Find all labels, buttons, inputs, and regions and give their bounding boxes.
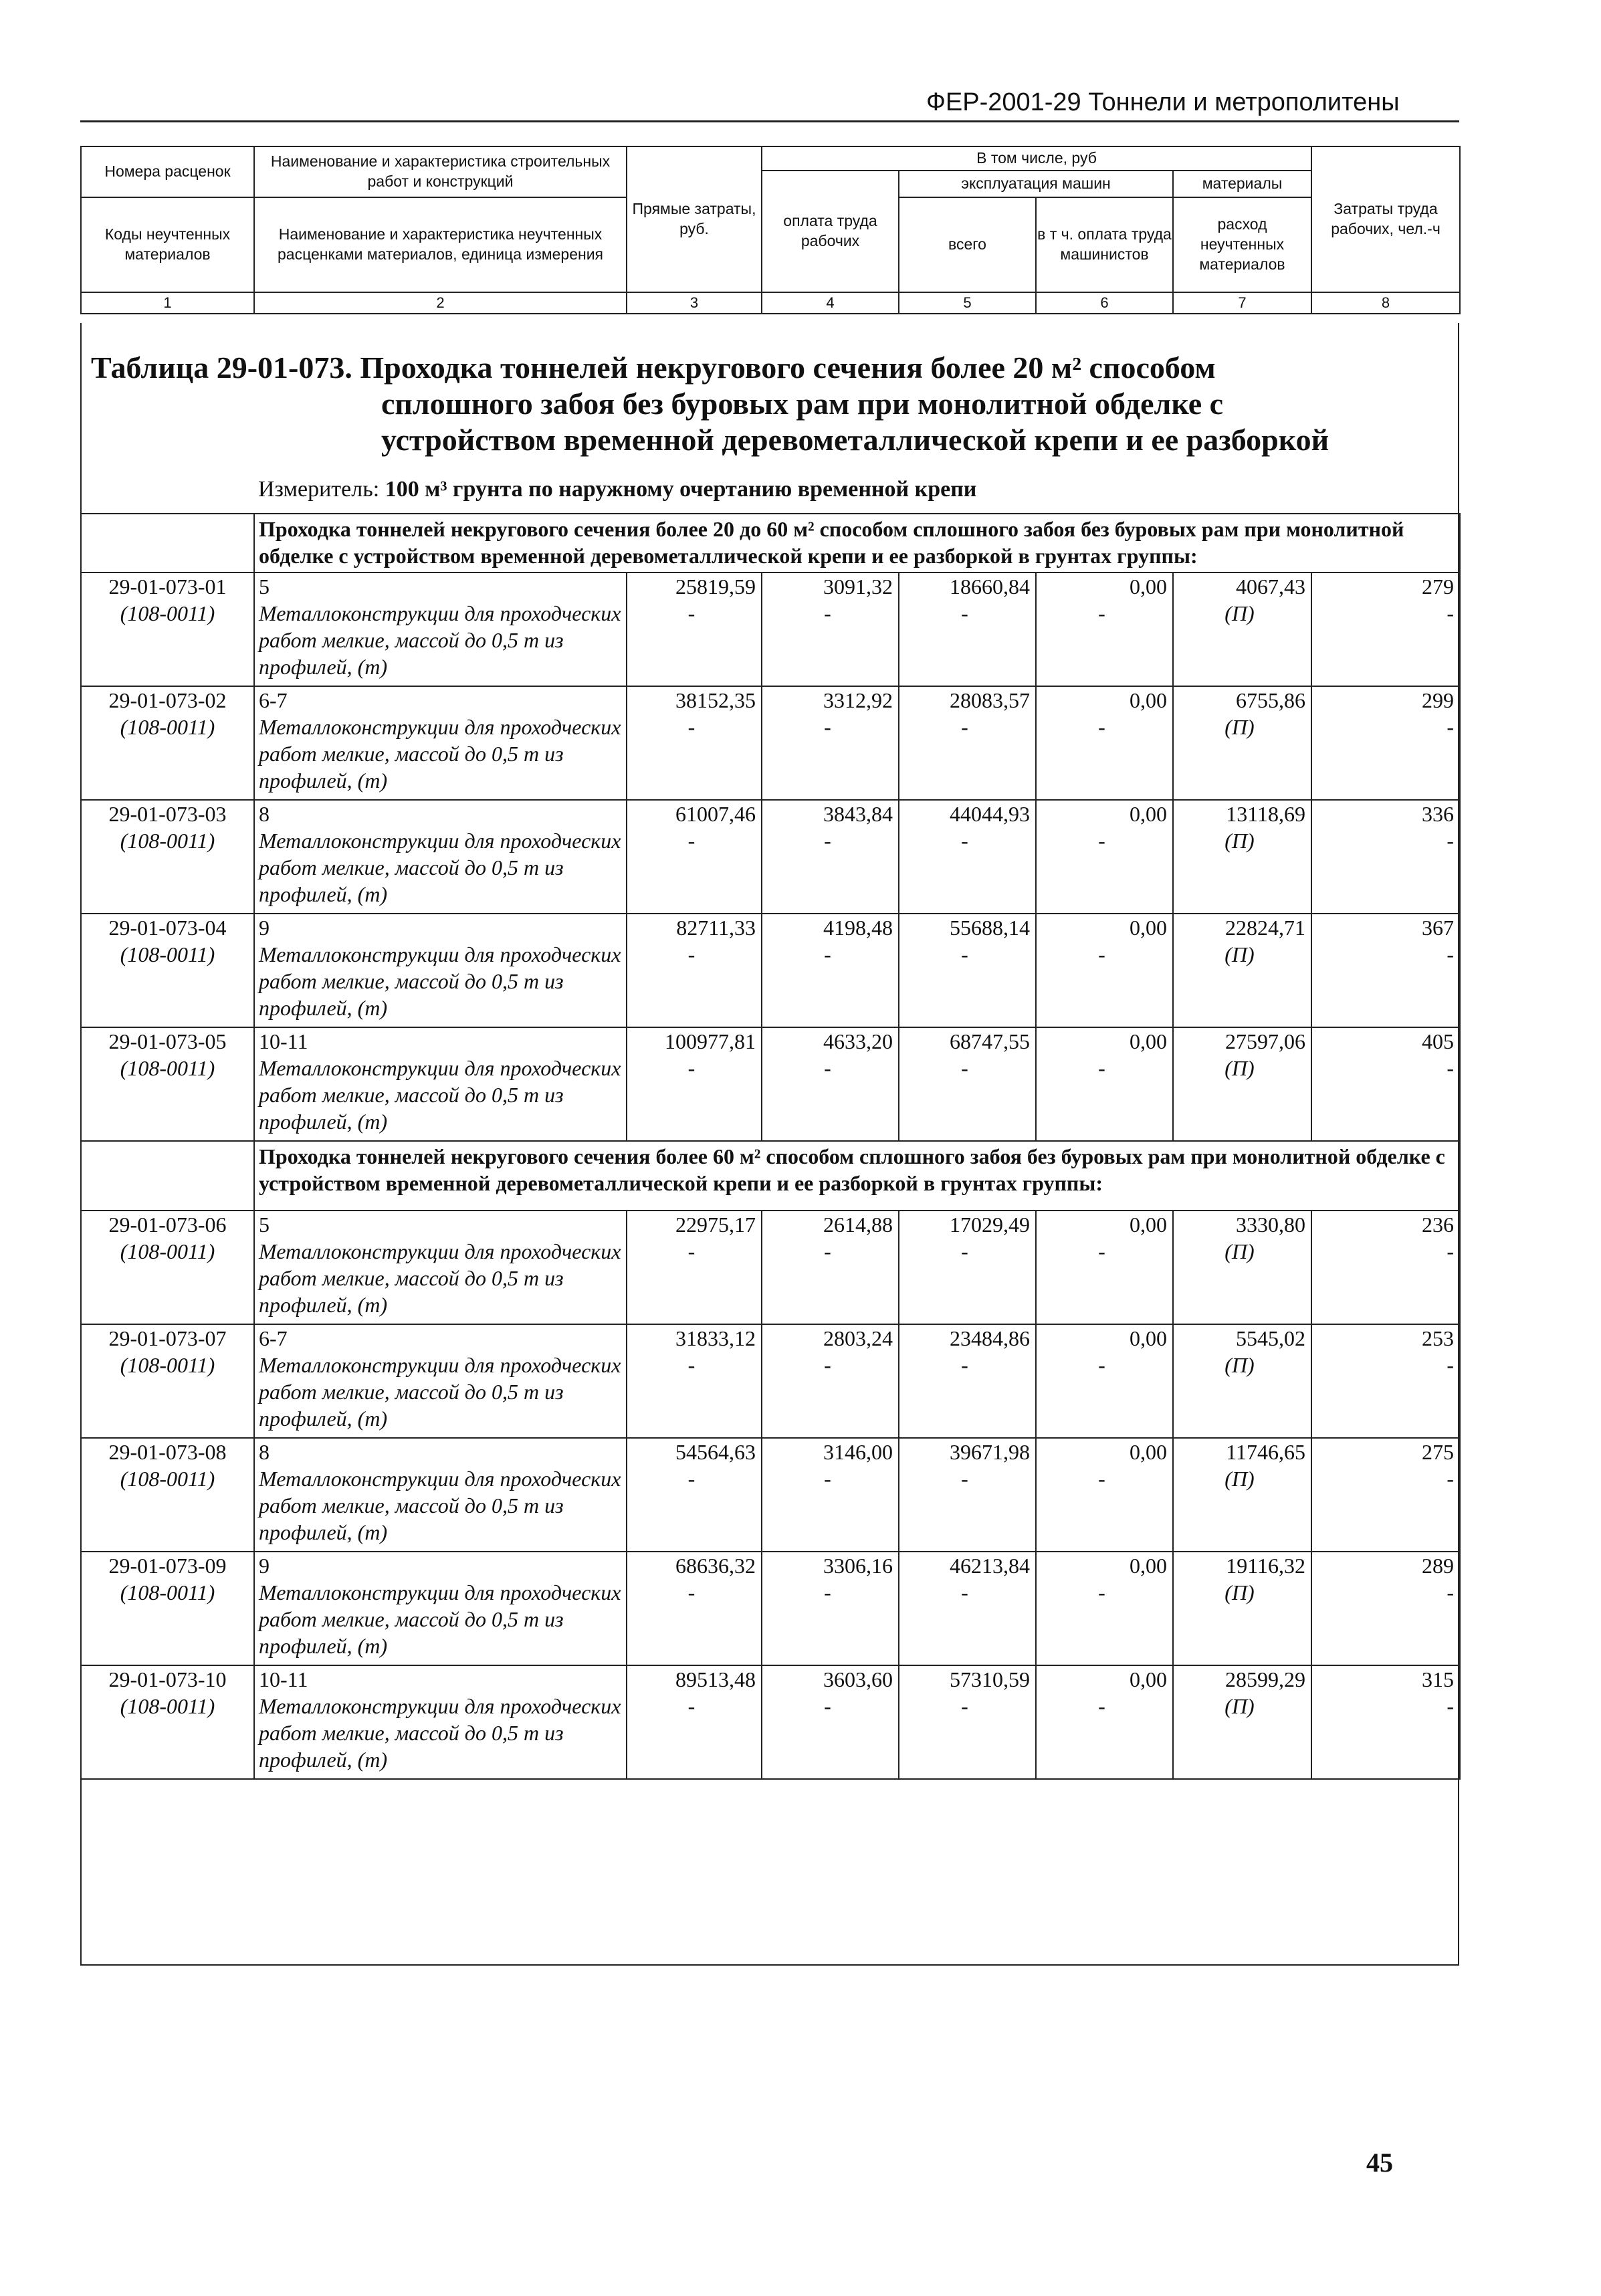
- workers-pay: 3603,60: [823, 1667, 893, 1691]
- labor-hours-dash: -: [1447, 715, 1454, 739]
- machines-total-dash: -: [961, 1239, 968, 1263]
- material-name: Металлоконструкции для проходческих работ мелкие, массой до 0,5 т из профилей, (т): [259, 1467, 621, 1544]
- labor-hours-cell: [1311, 1211, 1460, 1324]
- operators-pay: 0,00: [1130, 916, 1167, 940]
- machines-total: 18660,84: [950, 575, 1030, 599]
- operators-pay-cell: [1036, 914, 1173, 1027]
- machines-total: 23484,86: [950, 1326, 1030, 1350]
- machines-total-cell: [899, 1552, 1036, 1665]
- machines-total-cell: [899, 1665, 1036, 1779]
- table-title-line-1: Таблица 29-01-073. Проходка тоннелей некругового сечения более 20 м² способом: [91, 350, 1216, 385]
- labor-hours: 315: [1422, 1667, 1454, 1691]
- labor-hours-cell: [1311, 1027, 1460, 1141]
- workers-pay-cell: [762, 914, 899, 1027]
- workers-pay: 3306,16: [823, 1554, 893, 1578]
- workers-pay: 2803,24: [823, 1326, 893, 1350]
- labor-hours-cell: [1311, 1552, 1460, 1665]
- workers-pay-dash: -: [824, 942, 831, 966]
- column-number: 7: [1173, 292, 1311, 314]
- rate-code: 29-01-073-09: [108, 1554, 227, 1578]
- direct-cost-dash: -: [687, 715, 696, 739]
- direct-cost-dash: -: [687, 1239, 696, 1263]
- machines-total-cell: [899, 800, 1036, 914]
- materials-cost: 22824,71: [1225, 916, 1305, 940]
- machines-total-cell: [899, 1027, 1036, 1141]
- rate-row: [81, 686, 1460, 800]
- rate-row: [81, 1552, 1460, 1665]
- operators-pay-cell: [1036, 1665, 1173, 1779]
- labor-hours: 336: [1422, 802, 1454, 826]
- material-code: (108-0011): [120, 715, 215, 739]
- workers-pay-cell: [762, 1438, 899, 1552]
- workers-pay-cell: [762, 1211, 899, 1324]
- operators-pay-dash: -: [1098, 1056, 1105, 1080]
- materials-cost: 11746,65: [1226, 1440, 1305, 1464]
- labor-hours: 405: [1422, 1029, 1454, 1053]
- workers-pay: 3091,32: [823, 575, 893, 599]
- direct-cost-cell: [627, 914, 762, 1027]
- machines-total-cell: [899, 686, 1036, 800]
- rate-code-cell: [81, 1211, 254, 1324]
- group-heading-row: [81, 1141, 1460, 1211]
- materials-cost: 3330,80: [1236, 1213, 1305, 1237]
- materials-cost: 27597,06: [1225, 1029, 1305, 1053]
- material-code: (108-0011): [120, 1353, 215, 1377]
- col-header-including: В том числе, руб: [762, 146, 1311, 171]
- operators-pay: 0,00: [1130, 688, 1167, 712]
- header-rule: [80, 120, 1459, 122]
- table-title-line-3: устройством временной деревометаллической крепи и ее разборкой: [381, 423, 1329, 457]
- workers-pay-dash: -: [824, 1467, 831, 1491]
- rate-description-cell: [254, 914, 627, 1027]
- rate-code: 29-01-073-05: [108, 1029, 227, 1053]
- material-unit: (П): [1224, 1467, 1255, 1491]
- labor-hours: 367: [1422, 916, 1454, 940]
- soil-group: 5: [259, 575, 270, 599]
- machines-total-dash: -: [961, 601, 968, 625]
- rate-code: 29-01-073-02: [108, 688, 227, 712]
- soil-group: 8: [259, 1440, 270, 1464]
- machines-total-dash: -: [961, 942, 968, 966]
- column-number: 6: [1036, 292, 1173, 314]
- operators-pay-dash: -: [1098, 601, 1105, 625]
- direct-cost: 54564,63: [675, 1440, 756, 1464]
- materials-cell: [1173, 686, 1311, 800]
- material-code: (108-0011): [120, 1056, 215, 1080]
- workers-pay-cell: [762, 572, 899, 686]
- direct-cost-dash: -: [687, 1353, 696, 1377]
- col-header-labor-hours: Затраты труда рабочих, чел.-ч: [1311, 146, 1460, 292]
- material-code: (108-0011): [120, 942, 215, 966]
- column-number: 1: [81, 292, 254, 314]
- operators-pay-cell: [1036, 686, 1173, 800]
- operators-pay: 0,00: [1130, 1554, 1167, 1578]
- meter-value: 100 м³ грунта по наружному очертанию временной крепи: [385, 477, 977, 502]
- rate-description-cell: [254, 1665, 627, 1779]
- labor-hours-cell: [1311, 914, 1460, 1027]
- soil-group: 9: [259, 1554, 270, 1578]
- column-number-row: [81, 292, 1460, 314]
- group-heading: Проходка тоннелей некругового сечения более 20 до 60 м² способом сплошного забоя без буровых рам при монолитной обделке с устройством временной деревометаллической крепи и ее разборкой в грунтах группы:: [254, 514, 1460, 572]
- labor-hours-dash: -: [1447, 942, 1454, 966]
- labor-hours-cell: [1311, 1324, 1460, 1438]
- labor-hours: 236: [1422, 1213, 1454, 1237]
- operators-pay: 0,00: [1130, 802, 1167, 826]
- workers-pay: 3843,84: [823, 802, 893, 826]
- workers-pay-dash: -: [824, 715, 831, 739]
- workers-pay-dash: -: [824, 601, 831, 625]
- machines-total-dash: -: [961, 829, 968, 853]
- material-code: (108-0011): [120, 601, 215, 625]
- soil-group: 10-11: [259, 1667, 308, 1691]
- material-unit: (П): [1224, 601, 1255, 625]
- materials-cost: 28599,29: [1225, 1667, 1305, 1691]
- soil-group: 5: [259, 1213, 270, 1237]
- workers-pay: 4198,48: [823, 916, 893, 940]
- workers-pay-dash: -: [824, 829, 831, 853]
- machines-total-cell: [899, 1211, 1036, 1324]
- soil-group: 10-11: [259, 1029, 308, 1053]
- col-header-work-name: Наименование и характеристика строительных работ и конструкций: [254, 146, 627, 197]
- operators-pay-dash: -: [1098, 942, 1105, 966]
- operators-pay: 0,00: [1130, 1667, 1167, 1691]
- machines-total-cell: [899, 1324, 1036, 1438]
- rates-table: [80, 513, 1461, 1780]
- material-name: Металлоконструкции для проходческих работ мелкие, массой до 0,5 т из профилей, (т): [259, 715, 621, 793]
- labor-hours-dash: -: [1447, 1467, 1454, 1491]
- machines-total: 39671,98: [950, 1440, 1030, 1464]
- workers-pay-dash: -: [824, 1056, 831, 1080]
- direct-cost-cell: [627, 800, 762, 914]
- rate-row: [81, 1324, 1460, 1438]
- operators-pay-cell: [1036, 800, 1173, 914]
- rate-code-cell: [81, 1438, 254, 1552]
- material-name: Металлоконструкции для проходческих работ мелкие, массой до 0,5 т из профилей, (т): [259, 1580, 621, 1658]
- material-code: (108-0011): [120, 829, 215, 853]
- rate-description-cell: [254, 572, 627, 686]
- materials-cost: 4067,43: [1236, 575, 1305, 599]
- operators-pay: 0,00: [1130, 1029, 1167, 1053]
- material-unit: (П): [1224, 829, 1255, 853]
- workers-pay: 4633,20: [823, 1029, 893, 1053]
- material-code: (108-0011): [120, 1467, 215, 1491]
- machines-total-dash: -: [961, 1694, 968, 1718]
- materials-cell: [1173, 914, 1311, 1027]
- materials-cell: [1173, 1438, 1311, 1552]
- soil-group: 6-7: [259, 1326, 288, 1350]
- rate-description-cell: [254, 1324, 627, 1438]
- material-name: Металлоконструкции для проходческих работ мелкие, массой до 0,5 т из профилей, (т): [259, 601, 621, 679]
- material-unit: (П): [1224, 1580, 1255, 1604]
- material-name: Металлоконструкции для проходческих работ мелкие, массой до 0,5 т из профилей, (т): [259, 942, 621, 1020]
- labor-hours-cell: [1311, 1438, 1460, 1552]
- workers-pay: 3146,00: [823, 1440, 893, 1464]
- direct-cost-dash: -: [687, 1467, 696, 1491]
- workers-pay-cell: [762, 1552, 899, 1665]
- material-unit: (П): [1224, 1056, 1255, 1080]
- rate-code: 29-01-073-04: [108, 916, 227, 940]
- direct-cost: 61007,46: [675, 802, 756, 826]
- direct-cost-cell: [627, 686, 762, 800]
- machines-total-dash: -: [961, 1467, 968, 1491]
- labor-hours-dash: -: [1447, 601, 1454, 625]
- labor-hours-cell: [1311, 572, 1460, 686]
- direct-cost: 31833,12: [675, 1326, 756, 1350]
- column-number: 4: [762, 292, 899, 314]
- material-unit: (П): [1224, 1239, 1255, 1263]
- rate-code-cell: [81, 686, 254, 800]
- machines-total: 28083,57: [950, 688, 1030, 712]
- page-number: 45: [1366, 2148, 1393, 2178]
- materials-cost: 13118,69: [1226, 802, 1305, 826]
- rate-code-cell: [81, 572, 254, 686]
- operators-pay: 0,00: [1130, 1326, 1167, 1350]
- machines-total-dash: -: [961, 1353, 968, 1377]
- operators-pay: 0,00: [1130, 1440, 1167, 1464]
- materials-cost: 5545,02: [1236, 1326, 1305, 1350]
- direct-cost-dash: -: [687, 1694, 696, 1718]
- material-name: Металлоконструкции для проходческих работ мелкие, массой до 0,5 т из профилей, (т): [259, 1694, 621, 1772]
- group-heading-blank: [81, 514, 254, 572]
- materials-cell: [1173, 1552, 1311, 1665]
- material-name: Металлоконструкции для проходческих работ мелкие, массой до 0,5 т из профилей, (т): [259, 829, 621, 906]
- meter-label: Измеритель:: [258, 477, 380, 502]
- material-unit: (П): [1224, 942, 1255, 966]
- workers-pay-cell: [762, 1027, 899, 1141]
- machines-total-cell: [899, 572, 1036, 686]
- col-header-rate-number: Номера расценок: [81, 146, 254, 197]
- labor-hours: 275: [1422, 1440, 1454, 1464]
- column-number: 8: [1311, 292, 1460, 314]
- direct-cost: 100977,81: [665, 1029, 756, 1053]
- rate-code: 29-01-073-07: [108, 1326, 227, 1350]
- direct-cost: 22975,17: [675, 1213, 756, 1237]
- rate-code: 29-01-073-06: [108, 1213, 227, 1237]
- soil-group: 6-7: [259, 688, 288, 712]
- rate-description-cell: [254, 800, 627, 914]
- labor-hours-cell: [1311, 686, 1460, 800]
- workers-pay-dash: -: [824, 1239, 831, 1263]
- labor-hours-cell: [1311, 800, 1460, 914]
- col-header-material-usage: расход неучтенных материалов: [1173, 197, 1311, 292]
- machines-total: 55688,14: [950, 916, 1030, 940]
- material-name: Металлоконструкции для проходческих работ мелкие, массой до 0,5 т из профилей, (т): [259, 1353, 621, 1431]
- rate-code: 29-01-073-10: [108, 1667, 227, 1691]
- operators-pay-dash: -: [1098, 829, 1105, 853]
- materials-cell: [1173, 1211, 1311, 1324]
- col-header-material-name: Наименование и характеристика неучтенных расценками материалов, единица измерения: [254, 197, 627, 292]
- operators-pay-dash: -: [1098, 1239, 1105, 1263]
- group-heading-blank: [81, 1141, 254, 1211]
- col-header-workers-pay: оплата труда рабочих: [762, 171, 899, 292]
- direct-cost-cell: [627, 1665, 762, 1779]
- direct-cost-dash: -: [687, 829, 696, 853]
- operators-pay-dash: -: [1098, 715, 1105, 739]
- workers-pay-dash: -: [824, 1580, 831, 1604]
- machines-total-cell: [899, 914, 1036, 1027]
- workers-pay-cell: [762, 1665, 899, 1779]
- labor-hours-dash: -: [1447, 1239, 1454, 1263]
- labor-hours-dash: -: [1447, 829, 1454, 853]
- direct-cost-cell: [627, 572, 762, 686]
- direct-cost-cell: [627, 1438, 762, 1552]
- rate-row: [81, 914, 1460, 1027]
- materials-cost: 19116,32: [1226, 1554, 1305, 1578]
- column-header-table: [80, 146, 1461, 314]
- rate-description-cell: [254, 1438, 627, 1552]
- column-number: 3: [627, 292, 762, 314]
- column-number: 2: [254, 292, 627, 314]
- machines-total-dash: -: [961, 1056, 968, 1080]
- rate-row: [81, 800, 1460, 914]
- material-name: Металлоконструкции для проходческих работ мелкие, массой до 0,5 т из профилей, (т): [259, 1239, 621, 1317]
- direct-cost-dash: -: [687, 942, 696, 966]
- machines-total-dash: -: [961, 1580, 968, 1604]
- labor-hours-dash: -: [1447, 1353, 1454, 1377]
- operators-pay-cell: [1036, 1324, 1173, 1438]
- material-name: Металлоконструкции для проходческих работ мелкие, массой до 0,5 т из профилей, (т): [259, 1056, 621, 1134]
- materials-cell: [1173, 1665, 1311, 1779]
- rate-description-cell: [254, 1211, 627, 1324]
- direct-cost-cell: [627, 1211, 762, 1324]
- rate-code-cell: [81, 1324, 254, 1438]
- direct-cost: 82711,33: [676, 916, 756, 940]
- machines-total: 68747,55: [950, 1029, 1030, 1053]
- operators-pay-cell: [1036, 1552, 1173, 1665]
- machines-total: 17029,49: [950, 1213, 1030, 1237]
- workers-pay-dash: -: [824, 1694, 831, 1718]
- col-header-operators-pay: в т ч. оплата труда машинистов: [1036, 197, 1173, 292]
- table-title-line-2: сплошного забоя без буровых рам при монолитной обделке с: [381, 387, 1224, 421]
- labor-hours: 289: [1422, 1554, 1454, 1578]
- rate-row: [81, 1027, 1460, 1141]
- rate-code-cell: [81, 800, 254, 914]
- col-header-machines: эксплуатация машин: [899, 171, 1173, 197]
- machines-total: 46213,84: [950, 1554, 1030, 1578]
- direct-cost-dash: -: [687, 1580, 696, 1604]
- labor-hours-cell: [1311, 1665, 1460, 1779]
- col-header-material-codes: Коды неучтенных материалов: [81, 197, 254, 292]
- direct-cost: 89513,48: [675, 1667, 756, 1691]
- material-unit: (П): [1224, 715, 1255, 739]
- operators-pay-cell: [1036, 1211, 1173, 1324]
- operators-pay-cell: [1036, 1438, 1173, 1552]
- rate-code: 29-01-073-08: [108, 1440, 227, 1464]
- rate-code-cell: [81, 914, 254, 1027]
- materials-cost: 6755,86: [1236, 688, 1305, 712]
- direct-cost: 68636,32: [675, 1554, 756, 1578]
- labor-hours-dash: -: [1447, 1694, 1454, 1718]
- machines-total-cell: [899, 1438, 1036, 1552]
- rate-code-cell: [81, 1027, 254, 1141]
- operators-pay-cell: [1036, 1027, 1173, 1141]
- labor-hours: 253: [1422, 1326, 1454, 1350]
- rate-code: 29-01-073-01: [108, 575, 227, 599]
- rate-row: [81, 1211, 1460, 1324]
- col-header-machines-total: всего: [899, 197, 1036, 292]
- labor-hours-dash: -: [1447, 1580, 1454, 1604]
- operators-pay: 0,00: [1130, 575, 1167, 599]
- material-unit: (П): [1224, 1694, 1255, 1718]
- measurement-unit: [258, 477, 976, 502]
- rate-row: [81, 1438, 1460, 1552]
- materials-cell: [1173, 800, 1311, 914]
- labor-hours-dash: -: [1447, 1056, 1454, 1080]
- workers-pay-dash: -: [824, 1353, 831, 1377]
- operators-pay-dash: -: [1098, 1580, 1105, 1604]
- workers-pay: 3312,92: [823, 688, 893, 712]
- direct-cost: 25819,59: [675, 575, 756, 599]
- machines-total-dash: -: [961, 715, 968, 739]
- group-heading-row: [81, 514, 1460, 572]
- direct-cost: 38152,35: [675, 688, 756, 712]
- soil-group: 9: [259, 916, 270, 940]
- machines-total: 44044,93: [950, 802, 1030, 826]
- workers-pay: 2614,88: [823, 1213, 893, 1237]
- rate-code-cell: [81, 1552, 254, 1665]
- operators-pay-dash: -: [1098, 1694, 1105, 1718]
- direct-cost-cell: [627, 1027, 762, 1141]
- workers-pay-cell: [762, 1324, 899, 1438]
- rate-code: 29-01-073-03: [108, 802, 227, 826]
- rate-row: [81, 572, 1460, 686]
- col-header-materials: материалы: [1173, 171, 1311, 197]
- table-title: [91, 350, 1455, 458]
- rate-row: [81, 1665, 1460, 1779]
- materials-cell: [1173, 572, 1311, 686]
- page-header: ФЕР-2001-29 Тоннели и метрополитены: [926, 88, 1400, 116]
- operators-pay-dash: -: [1098, 1467, 1105, 1491]
- rate-description-cell: [254, 1552, 627, 1665]
- direct-cost-dash: -: [687, 601, 696, 625]
- direct-cost-cell: [627, 1324, 762, 1438]
- operators-pay-dash: -: [1098, 1353, 1105, 1377]
- material-code: (108-0011): [120, 1580, 215, 1604]
- labor-hours: 279: [1422, 575, 1454, 599]
- materials-cell: [1173, 1027, 1311, 1141]
- workers-pay-cell: [762, 800, 899, 914]
- materials-cell: [1173, 1324, 1311, 1438]
- operators-pay: 0,00: [1130, 1213, 1167, 1237]
- column-number: 5: [899, 292, 1036, 314]
- operators-pay-cell: [1036, 572, 1173, 686]
- material-code: (108-0011): [120, 1694, 215, 1718]
- col-header-direct-costs: Прямые затраты, руб.: [627, 146, 762, 292]
- direct-cost-dash: -: [687, 1056, 696, 1080]
- labor-hours: 299: [1422, 688, 1454, 712]
- rate-description-cell: [254, 686, 627, 800]
- direct-cost-cell: [627, 1552, 762, 1665]
- rate-description-cell: [254, 1027, 627, 1141]
- workers-pay-cell: [762, 686, 899, 800]
- machines-total: 57310,59: [950, 1667, 1030, 1691]
- soil-group: 8: [259, 802, 270, 826]
- material-code: (108-0011): [120, 1239, 215, 1263]
- group-heading: Проходка тоннелей некругового сечения более 60 м² способом сплошного забоя без буровых рам при монолитной обделке с устройством временной деревометаллической крепи и ее разборкой в грунтах группы:: [254, 1141, 1460, 1211]
- rate-code-cell: [81, 1665, 254, 1779]
- material-unit: (П): [1224, 1353, 1255, 1377]
